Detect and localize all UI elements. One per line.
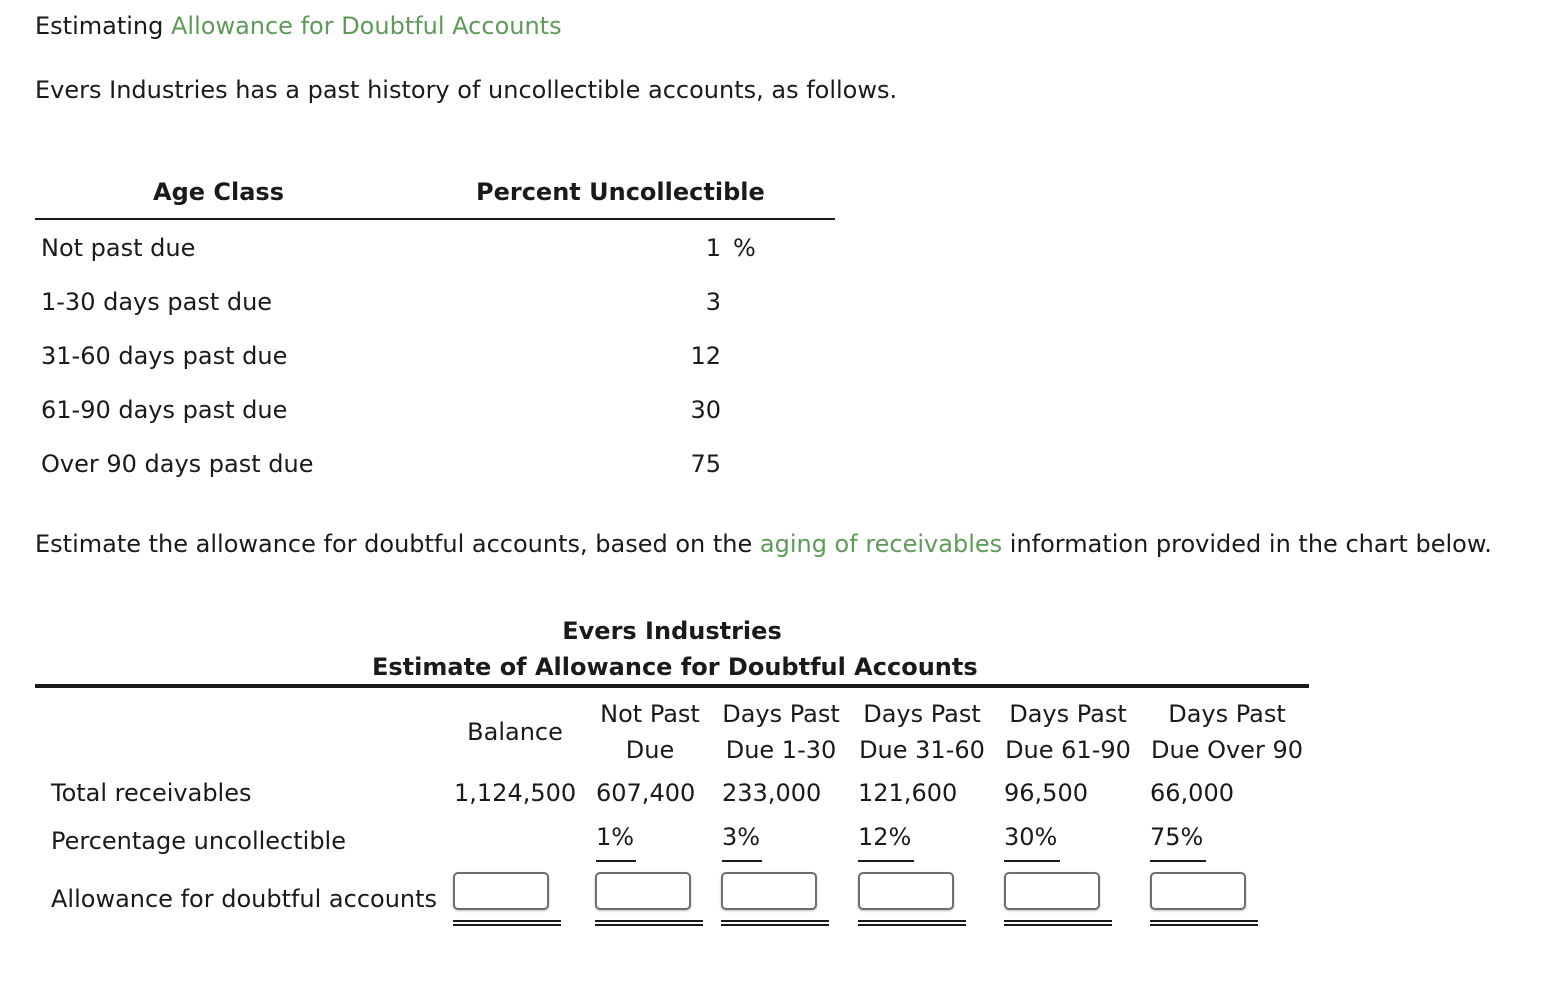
allowance-61-90-input[interactable] (1004, 872, 1100, 910)
double-underline (595, 920, 703, 926)
col-header-line2: Due 1-30 (725, 736, 837, 764)
schedule-rule (35, 684, 1309, 688)
pct-underline (596, 860, 636, 862)
col-header-line2: Due 61-90 (1005, 736, 1131, 764)
total-balance: 1,124,500 (454, 779, 577, 807)
row-label-total-receivables: Total receivables (51, 779, 252, 807)
pct-61-90: 30% (1004, 823, 1058, 851)
allowance-link[interactable]: Allowance for Doubtful Accounts (171, 12, 562, 40)
page-title (35, 12, 562, 40)
col-header-not-past-due (594, 696, 706, 768)
col-header-line1: Days Past (722, 700, 840, 728)
col-header-line1: Days Past (863, 700, 981, 728)
col-header-line1: Days Past (1168, 700, 1286, 728)
pct-31-60: 12% (858, 823, 912, 851)
double-underline (1004, 920, 1112, 926)
allowance-1-30-input[interactable] (721, 872, 817, 910)
row-label-allowance: Allowance for doubtful accounts (51, 885, 438, 913)
pct-1-30: 3% (722, 823, 761, 851)
pct-underline (858, 860, 914, 862)
pct-underline (1004, 860, 1060, 862)
allowance-balance-input[interactable] (453, 872, 549, 910)
col-header-61-90 (1001, 696, 1135, 768)
double-underline (1150, 920, 1258, 926)
company-title: Evers Industries (562, 617, 782, 645)
allowance-over-90-input[interactable] (1150, 872, 1246, 910)
estimate-before: Estimate the allowance for doubtful accounts, based on the (35, 530, 753, 558)
age-row-pct: 30 (690, 396, 721, 424)
percent-sign: % (733, 234, 756, 262)
col-header-31-60 (855, 696, 989, 768)
col-header-line1: Balance (467, 718, 563, 746)
estimate-instruction (35, 530, 1492, 558)
col-header-1-30 (718, 696, 844, 768)
total-31-60: 121,600 (858, 779, 958, 807)
total-1-30: 233,000 (722, 779, 822, 807)
age-table-rule (35, 218, 835, 220)
pct-underline (722, 860, 762, 862)
col-header-balance (455, 714, 575, 750)
col-header-line2: Due Over 90 (1151, 736, 1303, 764)
row-label-percentage-uncollectible: Percentage uncollectible (51, 827, 346, 855)
age-row-label: 1-30 days past due (41, 288, 273, 316)
age-row-label: Not past due (41, 234, 196, 262)
age-row-label: 61-90 days past due (41, 396, 288, 424)
col-header-line2: Due 31-60 (859, 736, 985, 764)
allowance-not-past-due-input[interactable] (595, 872, 691, 910)
double-underline (721, 920, 829, 926)
intro-text: Evers Industries has a past history of uncollectible accounts, as follows. (35, 76, 898, 104)
schedule-title: Estimate of Allowance for Doubtful Accounts (372, 653, 978, 681)
allowance-31-60-input[interactable] (858, 872, 954, 910)
percent-uncollectible-header: Percent Uncollectible (476, 178, 765, 206)
col-header-line1: Not Past (600, 700, 700, 728)
age-row-pct: 75 (690, 450, 721, 478)
col-header-line2: Due (625, 736, 675, 764)
age-row-pct: 12 (690, 342, 721, 370)
aging-of-receivables-link[interactable]: aging of receivables (759, 530, 1003, 558)
age-row-label: 31-60 days past due (41, 342, 288, 370)
total-over-90: 66,000 (1150, 779, 1234, 807)
pct-over-90: 75% (1150, 823, 1204, 851)
age-class-header: Age Class (153, 178, 284, 206)
total-61-90: 96,500 (1004, 779, 1088, 807)
age-row-label: Over 90 days past due (41, 450, 314, 478)
col-header-over-90 (1147, 696, 1307, 768)
col-header-line1: Days Past (1009, 700, 1127, 728)
age-row-pct: 3 (705, 288, 721, 316)
title-prefix: Estimating (35, 12, 164, 40)
age-row-pct: 1 (705, 234, 721, 262)
double-underline (453, 920, 561, 926)
pct-underline (1150, 860, 1206, 862)
estimate-after: information provided in the chart below. (1009, 530, 1492, 558)
pct-not-past-due: 1% (596, 823, 635, 851)
double-underline (858, 920, 966, 926)
total-not-past-due: 607,400 (596, 779, 696, 807)
